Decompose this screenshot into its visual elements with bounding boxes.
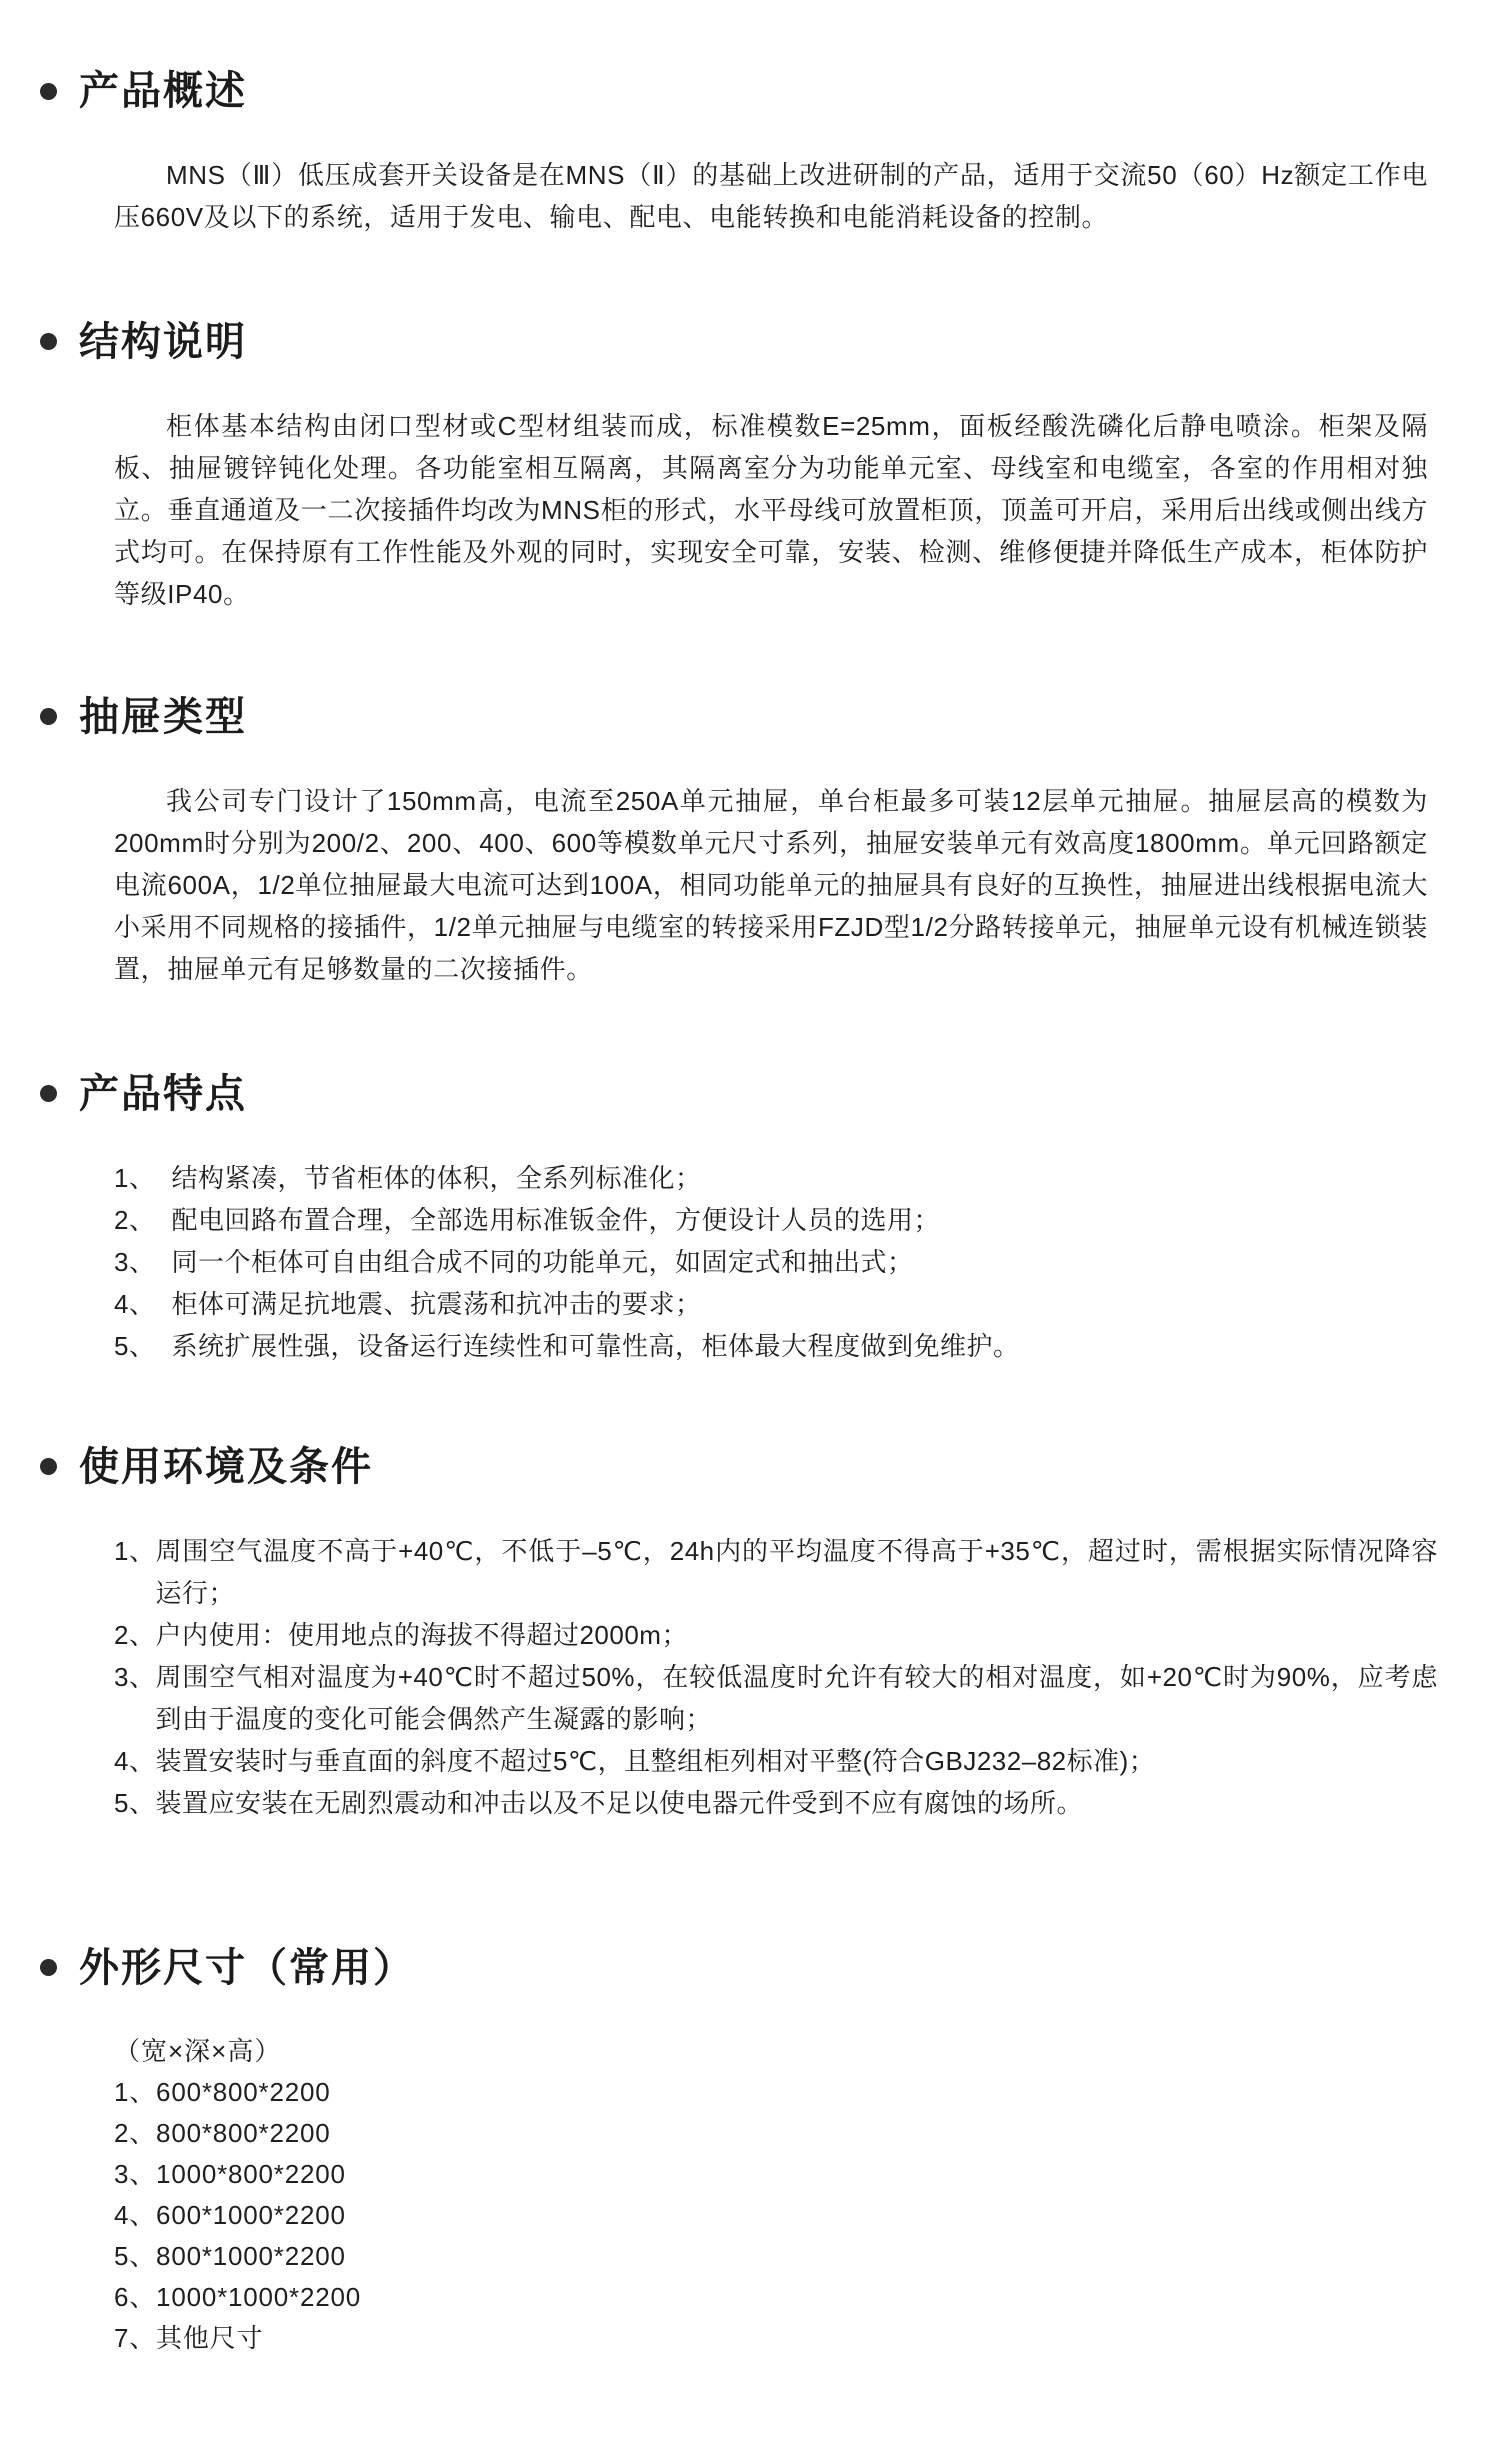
list-item-number: 4、 — [114, 1289, 156, 1320]
section-paragraph: MNS（Ⅲ）低压成套开关设备是在MNS（Ⅱ）的基础上改进研制的产品，适用于交流50（60）Hz额定工作电压660V及以下的系统，适用于发电、输电、配电、电能转换和电能消耗设备的控制。 — [114, 160, 1428, 233]
list-item: 4、600*1000*2200 — [114, 2200, 346, 2231]
list-item: 2、800*800*2200 — [114, 2118, 331, 2149]
section-header — [36, 660, 1438, 774]
section-header — [36, 1409, 1438, 1523]
list-item-number: 3、 — [114, 1247, 156, 1278]
list-item-text: 结构紧凑，节省柜体的体积，全系列标准化； — [171, 1162, 702, 1193]
dimensions-header: （宽×深×高） — [114, 2035, 282, 2066]
list-item — [114, 1283, 1438, 1325]
list-item — [114, 1782, 1438, 1824]
list-item-text: 装置应安装在无剧烈震动和冲击以及不足以使电器元件受到不应有腐蚀的场所。 — [155, 1788, 1083, 1819]
list-item-number: 5、 — [114, 1331, 156, 1362]
section-title: 抽屉类型 — [79, 694, 247, 739]
list-item-number: 1、 — [114, 1162, 156, 1193]
section-dimensions — [36, 1911, 1438, 2360]
dimensions-list — [114, 2031, 1438, 2360]
list-item-number: 1、 — [114, 1535, 156, 1566]
section-header — [36, 34, 1438, 148]
section-title: 产品概述 — [79, 69, 247, 114]
section-paragraph: 柜体基本结构由闭口型材或C型材组装而成，标准模数E=25mm，面板经酸洗磷化后静电喷涂。柜架及隔板、抽屉镀锌钝化处理。各功能室相互隔离，其隔离室分为功能单元室、母线室和电缆室，各室的作用相对独立。垂直通道及一二次接插件均改为MNS柜的形式，水平母线可放置柜顶，顶盖可开启，采用后出线或侧出线方式均可。在保持原有工作性能及外观的同时，实现安全可靠，安装、检测、维修便捷并降低生产成本，柜体防护等级IP40。 — [114, 410, 1428, 610]
list-item — [114, 1656, 1438, 1740]
section-title: 外形尺寸（常用） — [79, 1945, 415, 1990]
list-item-text: 周围空气温度不高于+40℃，不低于–5℃，24h内的平均温度不得高于+35℃，超过时，需根据实际情况降容运行； — [155, 1535, 1438, 1608]
list-item-text: 周围空气相对温度为+40℃时不超过50%，在较低温度时允许有较大的相对温度，如+20℃时为90%，应考虑到由于温度的变化可能会偶然产生凝露的影响； — [155, 1662, 1438, 1735]
section-title: 结构说明 — [79, 319, 247, 364]
environment-list — [114, 1530, 1438, 1825]
list-item: 6、1000*1000*2200 — [114, 2282, 362, 2313]
bullet-icon — [40, 1959, 57, 1976]
list-item-text: 系统扩展性强，设备运行连续性和可靠性高，柜体最大程度做到免维护。 — [171, 1331, 1020, 1362]
section-paragraph: 我公司专门设计了150mm高，电流至250A单元抽屉，单台柜最多可装12层单元抽屉。抽屉层高的模数为200mm时分别为200/2、200、400、600等模数单元尺寸系列，抽屉安装单元有效高度1800mm。单元回路额定电流600A，1/2单位抽屉最大电流可达到100A，相同功能单元的抽屉具有良好的互换性，抽屉进出线根据电流大小采用不同规格的接插件，1/2单元抽屉与电缆室的转接采用FZJD型1/2分路转接单元，抽屉单元设有机械连锁装置，抽屉单元有足够数量的二次接插件。 — [114, 785, 1428, 985]
list-item: 1、600*800*2200 — [114, 2076, 331, 2107]
list-item-text: 户内使用：使用地点的海拔不得超过2000m； — [155, 1619, 688, 1650]
list-item-text: 柜体可满足抗地震、抗震荡和抗冲击的要求； — [171, 1289, 702, 1320]
features-list — [114, 1157, 1438, 1368]
bullet-icon — [40, 333, 57, 350]
list-item-number: 4、 — [114, 1746, 156, 1777]
list-item — [114, 1199, 1438, 1241]
bullet-icon — [40, 1458, 57, 1475]
list-item — [114, 1614, 1438, 1656]
list-item: 3、1000*800*2200 — [114, 2159, 346, 2190]
list-item — [114, 1530, 1438, 1614]
list-item: 7、其他尺寸 — [114, 2323, 264, 2354]
list-item: 5、800*1000*2200 — [114, 2241, 346, 2272]
bullet-icon — [40, 1085, 57, 1102]
list-item — [114, 1157, 1438, 1199]
list-item-number: 2、 — [114, 1619, 156, 1650]
list-item — [114, 1325, 1438, 1367]
section-header — [36, 1036, 1438, 1150]
section-title: 产品特点 — [79, 1071, 247, 1116]
list-item — [114, 1241, 1438, 1283]
section-title: 使用环境及条件 — [79, 1444, 373, 1489]
section-product-overview — [36, 34, 1438, 239]
section-structure-description — [36, 285, 1438, 616]
list-item-number: 2、 — [114, 1204, 156, 1235]
list-item — [114, 1740, 1438, 1782]
list-item-text: 配电回路布置合理，全部选用标准钣金件，方便设计人员的选用； — [171, 1204, 940, 1235]
list-item-number: 5、 — [114, 1788, 156, 1819]
section-product-features — [36, 1036, 1438, 1367]
list-item-text: 装置安装时与垂直面的斜度不超过5℃，且整组柜列相对平整(符合GBJ232–82标准)； — [155, 1746, 1156, 1777]
bullet-icon — [40, 708, 57, 725]
list-item-number: 3、 — [114, 1662, 156, 1693]
section-header — [36, 285, 1438, 399]
section-drawer-type — [36, 660, 1438, 991]
section-header — [36, 1911, 1438, 2025]
section-usage-environment — [36, 1409, 1438, 1824]
list-item-text: 同一个柜体可自由组合成不同的功能单元，如固定式和抽出式； — [171, 1247, 914, 1278]
bullet-icon — [40, 83, 57, 100]
